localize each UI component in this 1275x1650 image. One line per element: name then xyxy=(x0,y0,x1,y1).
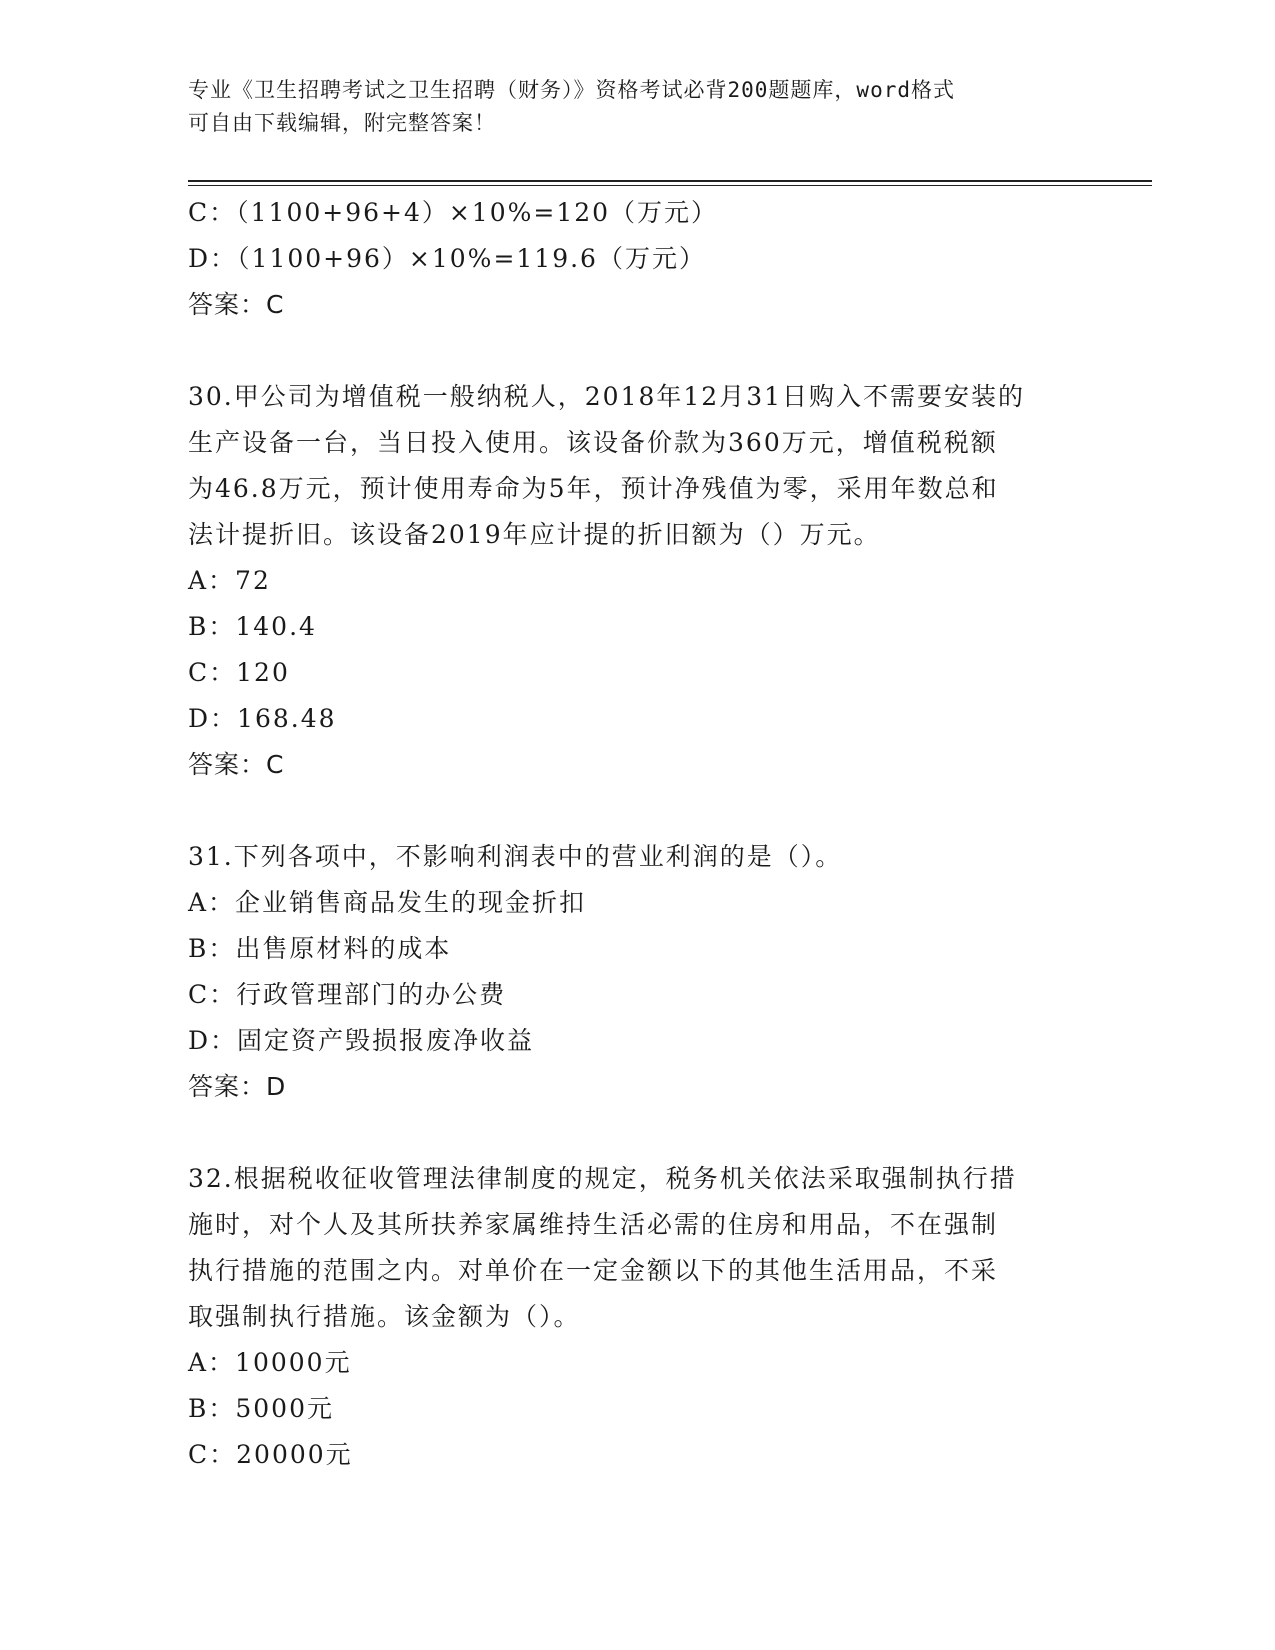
q30-option-b: B：140.4 xyxy=(188,612,317,641)
q29-answer: 答案：C xyxy=(188,290,285,319)
header-divider-thin xyxy=(188,185,1152,186)
q29-option-c: C：（1100+96+4）×10%=120（万元） xyxy=(188,198,719,227)
q32-stem-line-3: 执行措施的范围之内。对单价在一定金额以下的其他生活用品，不采 xyxy=(188,1256,999,1285)
question-spacer xyxy=(188,328,1088,374)
q32-stem-line-1: 32.根据税收征收管理法律制度的规定，税务机关依法采取强制执行措 xyxy=(188,1164,1017,1193)
q32-stem-line-2: 施时，对个人及其所扶养家属维持生活必需的住房和用品，不在强制 xyxy=(188,1210,999,1239)
q31-option-d: D：固定资产毁损报废净收益 xyxy=(188,1026,535,1055)
q30-stem-line-1: 30.甲公司为增值税一般纳税人，2018年12月31日购入不需要安装的 xyxy=(188,382,1026,411)
q30-option-a: A：72 xyxy=(188,566,271,595)
header-divider-thick xyxy=(188,180,1152,182)
q31-option-b: B：出售原材料的成本 xyxy=(188,934,452,963)
q30-stem-line-3: 为46.8万元，预计使用寿命为5年，预计净残值为零，采用年数总和 xyxy=(188,474,999,503)
q32-option-b: B：5000元 xyxy=(188,1394,334,1423)
q31-option-c: C：行政管理部门的办公费 xyxy=(188,980,507,1009)
header-title-line-1: 专业《卫生招聘考试之卫生招聘（财务）》资格考试必背200题题库，word格式 xyxy=(188,78,955,102)
question-spacer xyxy=(188,1110,1088,1156)
question-content xyxy=(188,190,1088,1478)
q31-answer: 答案：D xyxy=(188,1072,287,1101)
q31-stem: 31.下列各项中，不影响利润表中的营业利润的是（）。 xyxy=(188,842,843,871)
q29-option-d: D：（1100+96）×10%=119.6（万元） xyxy=(188,244,706,273)
document-header xyxy=(188,74,1088,140)
q32-option-c: C：20000元 xyxy=(188,1440,353,1469)
q30-option-d: D：168.48 xyxy=(188,704,337,733)
q31-option-a: A：企业销售商品发生的现金折扣 xyxy=(188,888,587,917)
q30-answer: 答案：C xyxy=(188,750,285,779)
q30-stem-line-4: 法计提折旧。该设备2019年应计提的折旧额为（）万元。 xyxy=(188,520,881,549)
q30-stem-line-2: 生产设备一台，当日投入使用。该设备价款为360万元，增值税税额 xyxy=(188,428,998,457)
header-title-line-2: 可自由下载编辑，附完整答案！ xyxy=(188,111,496,135)
q32-option-a: A：10000元 xyxy=(188,1348,352,1377)
question-spacer xyxy=(188,788,1088,834)
q32-stem-line-4: 取强制执行措施。该金额为（）。 xyxy=(188,1302,581,1331)
q30-option-c: C：120 xyxy=(188,658,290,687)
